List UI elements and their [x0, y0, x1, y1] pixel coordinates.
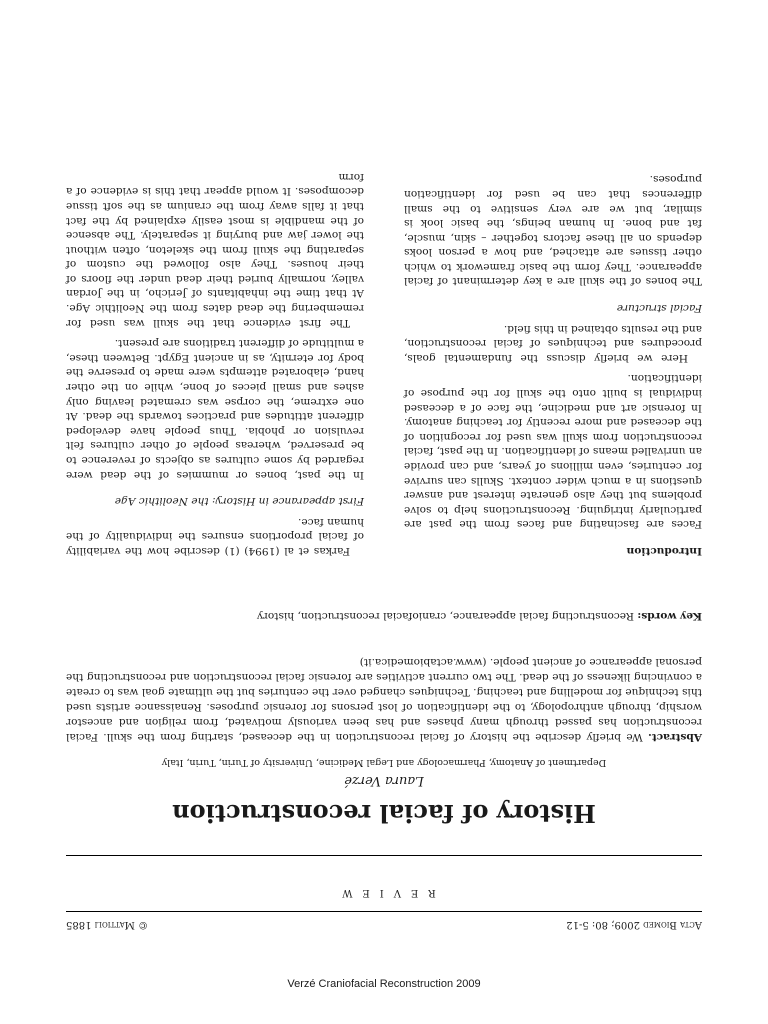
- abstract-text: We briefly describe the history of facial reconstruction in the deceased, starting from the skull. Facial reconstruction has passed through many phases and has been variously motivated, from religion and ancestor worship, through anthropology, to the identification of lost persons for forensic purposes. Renaissance artists used this technique for modelling and teaching. Techniques changed over the centuries but the ultimate goal was to create a convincing likeness of the dead. The two current activities are forensic facial reconstruction and reconstructing the personal appearance of ancient people. (www.actabiomedica.it): [66, 656, 702, 743]
- paragraph: The bones of the skull are a key determinant of facial appearance. They form the basic framework to which other tissues are attached, and how a person looks depends on all these factors together – skin, muscle, fat and bone. In human beings, the basic look is similar, but we are very sensitive to the small differences that can be used for identification purposes.: [404, 173, 702, 288]
- right-column: [66, 163, 364, 558]
- keywords: [66, 610, 702, 622]
- copyright: © Mattioli 1885: [66, 919, 149, 930]
- paragraph: Faces are fascinating and faces from the past are particularly intriguing. Reconstructions help to solve problems but they also generate interest and answer questions in a much wider context. Skulls can survive for centuries, even millions of years, and can provide an unrivalled means of identification. In the past, facial reconstruction from skull was used for recognition of the deceased and more recently for teaching anatomy. In forensic art and medicine, the face of a deceased individual is built onto the skull for the purpose of identification.: [404, 372, 702, 531]
- running-header: [66, 919, 702, 930]
- journal-citation: Acta Biomed 2009; 80: 5-12: [566, 919, 702, 930]
- abstract-label: Abstract.: [648, 731, 702, 743]
- header-rule: [66, 911, 702, 912]
- affiliation: Department of Anatomy, Pharmacology and Legal Medicine, University of Turin, Turin, Italy: [161, 757, 607, 768]
- left-column: [404, 166, 702, 558]
- paragraph: Farkas et al (1994) (1) describe how the variability of facial proportions ensures the individuality of the human face.: [66, 515, 364, 557]
- keywords-text: Reconstructing facial appearance, craniofacial reconstruction, history: [256, 610, 635, 622]
- paragraph: Here we briefly discuss the fundamental goals, procedures and techniques of facial reconstruction, and the results obtained in this field.: [404, 322, 702, 364]
- subheading: First appearance in History: the Neolithic Age: [114, 495, 364, 508]
- introduction-heading: Introduction: [626, 545, 702, 557]
- footer-caption: Verzé Craniofacial Reconstruction 2009: [287, 978, 481, 990]
- keywords-label: Key words:: [637, 610, 702, 622]
- paragraph: The first evidence that the skull was used for remembering the dead dates from the Neolithic Age. At that time the inhabitants of Jericho, in the Jordan valley, normally buried their dead under the floors of their houses. They also followed the custom of separating the skull from the skeleton, often without the lower jaw and burying it separately. The absence of the mandible is most easily explained by the fact that it falls away from the cranium as the soft tissue decomposes. It would appear that this is evidence of a form: [66, 170, 364, 329]
- subheading: Facial structure: [616, 302, 702, 315]
- abstract: [66, 654, 702, 744]
- article-title: History of facial reconstruction: [172, 799, 596, 828]
- author: Laura Verzé: [344, 773, 424, 788]
- section-rule: [66, 855, 702, 856]
- section-label: REVIEW: [332, 887, 436, 898]
- paragraph: In the past, bones or mummies of the dead were regarded by some cultures as objects of reverence to be preserved, whereas people of other cultures felt revulsion or phobia. Thus people have developed different attitudes and practices towards the dead. At one extreme, the corpse was cremated leaving only ashes and small pieces of bone, while on the other hand, elaborated attempts were made to preserve the body for eternity, as in ancient Egypt. Between these, a multitude of different traditions are present.: [66, 337, 364, 481]
